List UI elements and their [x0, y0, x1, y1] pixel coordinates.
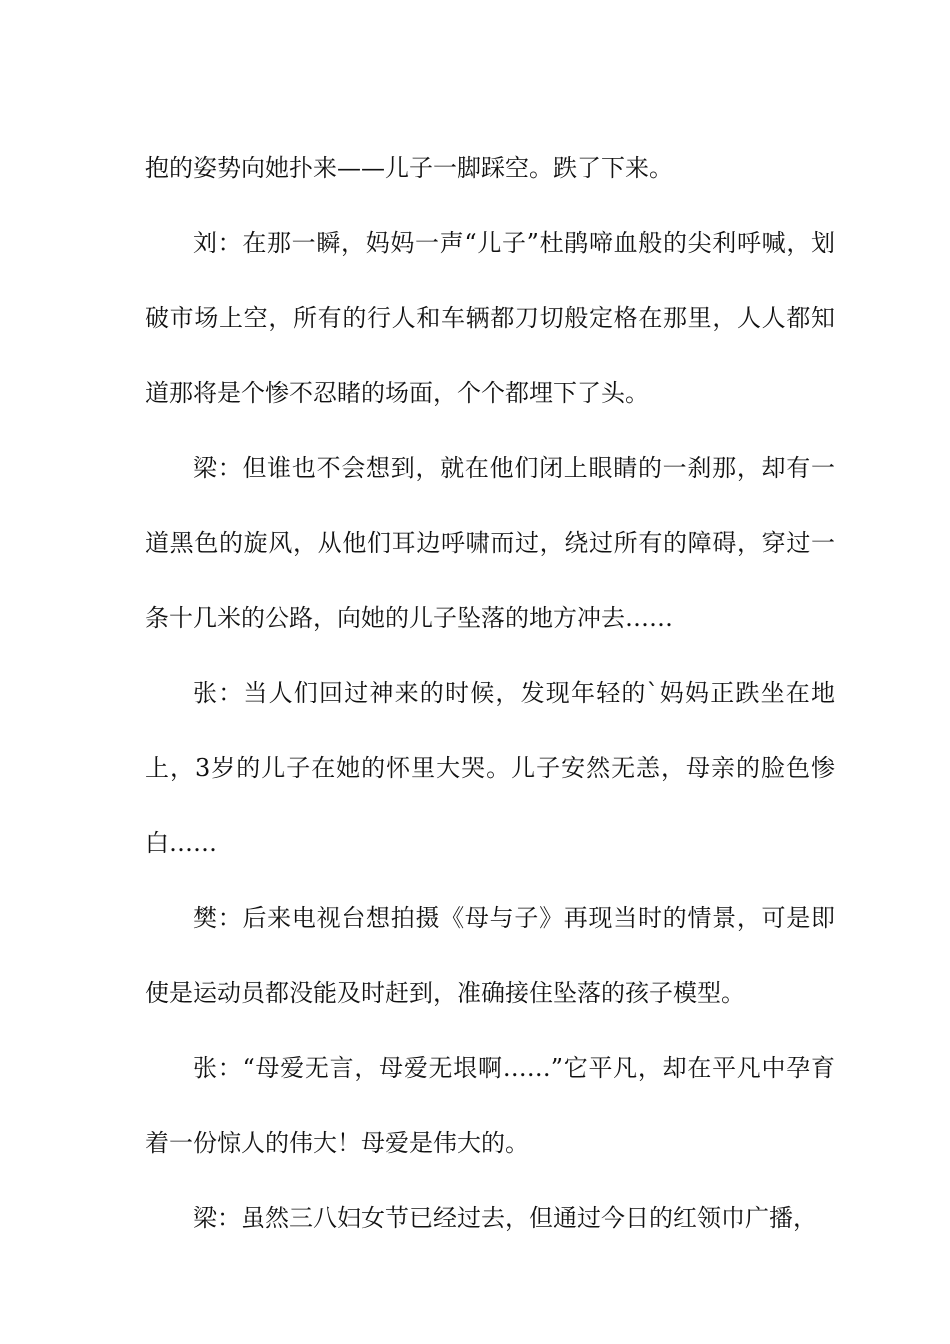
paragraph-zhang-2: 张：“母爱无言，母爱无垠啊……”它平凡，却在平凡中孕育着一份惊人的伟大！母爱是伟大的。: [145, 1054, 835, 1157]
paragraph-continuation: 抱的姿势向她扑来——儿子一脚踩空。跌了下来。: [145, 154, 673, 182]
paragraph-zhang: 张：当人们回过神来的时候，发现年轻的`妈妈正跌坐在地上，3岁的儿子在她的怀里大哭。儿子安然无恙，母亲的脸色惨白……: [145, 679, 835, 857]
paragraph-liang-2: 梁：虽然三八妇女节已经过去，但通过今日的红领巾广播，: [193, 1204, 817, 1232]
paragraph-fan: 樊：后来电视台想拍摄《母与子》再现当时的情景，可是即使是运动员都没能及时赶到，准确接住坠落的孩子模型。: [145, 904, 835, 1007]
document-body: [145, 131, 835, 1256]
paragraph-liang: 梁：但谁也不会想到，就在他们闭上眼睛的一刹那，却有一道黑色的旋风，从他们耳边呼啸而过，绕过所有的障碍，穿过一条十几米的公路，向她的儿子坠落的地方冲去……: [145, 454, 835, 632]
paragraph-liu: 刘：在那一瞬，妈妈一声“儿子”杜鹃啼血般的尖利呼喊，划破市场上空，所有的行人和车辆都刀切般定格在那里，人人都知道那将是个惨不忍睹的场面，个个都埋下了头。: [145, 229, 835, 407]
